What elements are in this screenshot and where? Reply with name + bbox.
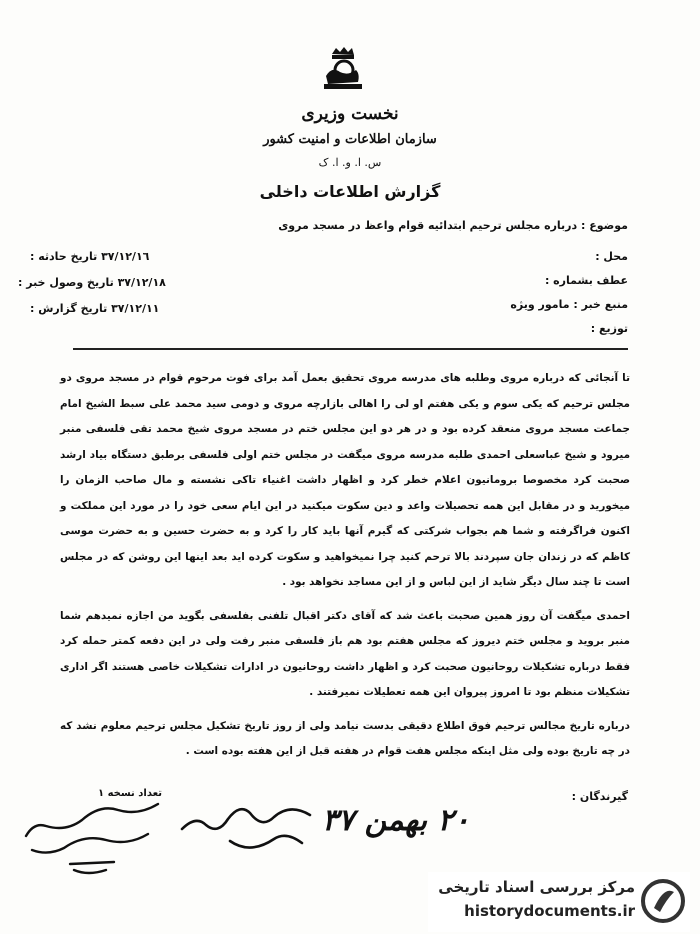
report-date-label: تاریخ گزارش :: [30, 302, 108, 315]
reference-line: [545, 274, 628, 287]
recipients-label: گیرندگان :: [571, 790, 628, 803]
watermark-title: مرکز بررسی اسناد تاریخی: [438, 878, 635, 896]
location-line: [595, 250, 628, 263]
source-label: منبع خبر :: [573, 298, 628, 311]
watermark-url: historydocuments.ir: [464, 902, 635, 920]
subject-label: موضوع :: [581, 219, 628, 232]
report-body: [60, 366, 630, 773]
receipt-date-line: [18, 276, 166, 289]
organization-abbrev: س. ا. و. ا. ک: [318, 156, 382, 169]
body-paragraph-2: احمدی میگفت آن روز همین صحبت باعث شد که آقای دکتر اقبال تلفنی بفلسفی بگوید من اجازه نمیدهم شما منبر بروید و مجلس ختم دیروز که مجلس هفتم بود هم باز فلسفی منبر رفت ولی در این دفعه کمتر حمله کرد فقط درباره تشکیلات روحانیون صحبت کرد و اظهار داشت روحانیون در ادارات تشکیلات خاصی هستند اگر اداری تشکیلات منظم بود تا امروز پیروان این همه تعطیلات نمیرفتند .: [60, 609, 630, 698]
body-paragraph-3: درباره تاریخ مجالس ترحیم فوق اطلاع دقیقی بدست نیامد ولی از روز تاریخ تشکیل مجلس ترحیم معلوم نشد که در چه تاریخ بوده ولی مثل اینکه مجلس هفت قوام در هفته قبل از این هفته بوده است .: [60, 719, 630, 757]
reference-label: عطف بشماره :: [544, 274, 628, 287]
lion-and-sun-emblem-icon: [318, 46, 366, 92]
receipt-date-value: ٣٧/١٢/١٨: [117, 276, 166, 289]
organization-name: نخست وزیری: [301, 104, 399, 124]
body-paragraph-1: تا آنجائی که درباره مروی وطلبه های مدرسه مروی تحقیق بعمل آمد برای فوت مرحوم قوام در مسجد مروی دو مجلس ترحیم که یکی سوم و یکی هفتم او لی را اهالی بازارچه مروی و دومی سید محمد علی سبط الشیخ امام جماعت مسجد مروی منعقد کرده بود و در هر دو این مجلس ختم در مسجد مروی شیخ محمد تقی فلسفی منبر میرود و شیخ عباسعلی احمدی طلبه مدرسه مروی میگفت در مجلس ختم اولی فلسفی برطبق دستگاه بیاد ارشد صحبت کرد مخصوصا برومانیون اعلام خطر کرد و اظهار داشت اغنیاء تاکی نشسته و مال صاحب الزمان را میخورید و در مقابل این همه تحصیلات واعد و دین سکوت میکنید در این ایام سعی خود را در مورد این مملکت و اکنون فراگرفته و شما هم بجواب شرکتی که گیرم آنها باید کار را کرد و به حضرت حسین و به حضرت موسی کاظم که در زندان جان سپردند بالا ترحم کنید چرا نمیخواهید و سکوت کرده اید بعد اینها این روشن که در مجلس است تا چند سال دیگر شاید از این لباس و از این مساجد نخواهد بود .: [60, 372, 630, 588]
source-line: [510, 298, 628, 311]
report-date-line: [30, 302, 159, 315]
subject-value: درباره مجلس ترحیم ابتدائیه قوام واعظ در مسجد مروی: [278, 219, 578, 232]
archive-logo-icon: [640, 878, 686, 924]
archive-watermark: [428, 872, 690, 932]
event-date-label: تاریخ حادثه :: [30, 250, 98, 263]
source-value: مامور ویژه: [510, 298, 570, 311]
document-title: گزارش اطلاعات داخلی: [259, 182, 441, 201]
handwritten-date: ۲۰ بهمن ۳۷: [322, 803, 470, 838]
subject-line: [278, 219, 628, 232]
event-date-line: [30, 250, 149, 263]
organization-subname: سازمان اطلاعات و امنیت کشور: [263, 132, 437, 147]
header-divider: [73, 348, 628, 350]
distribution-line: [591, 322, 628, 335]
receipt-date-label: تاریخ وصول خبر :: [18, 276, 114, 289]
distribution-label: توزیع :: [590, 322, 628, 335]
handwritten-signature: [170, 795, 320, 865]
event-date-value: ٣٧/١٢/١٦: [101, 250, 150, 263]
handwritten-annotation: [18, 790, 168, 880]
report-date-value: ٣٧/١٢/١١: [111, 302, 160, 315]
location-label: محل :: [595, 250, 628, 263]
copies-count: تعداد نسخه ١: [98, 788, 163, 799]
